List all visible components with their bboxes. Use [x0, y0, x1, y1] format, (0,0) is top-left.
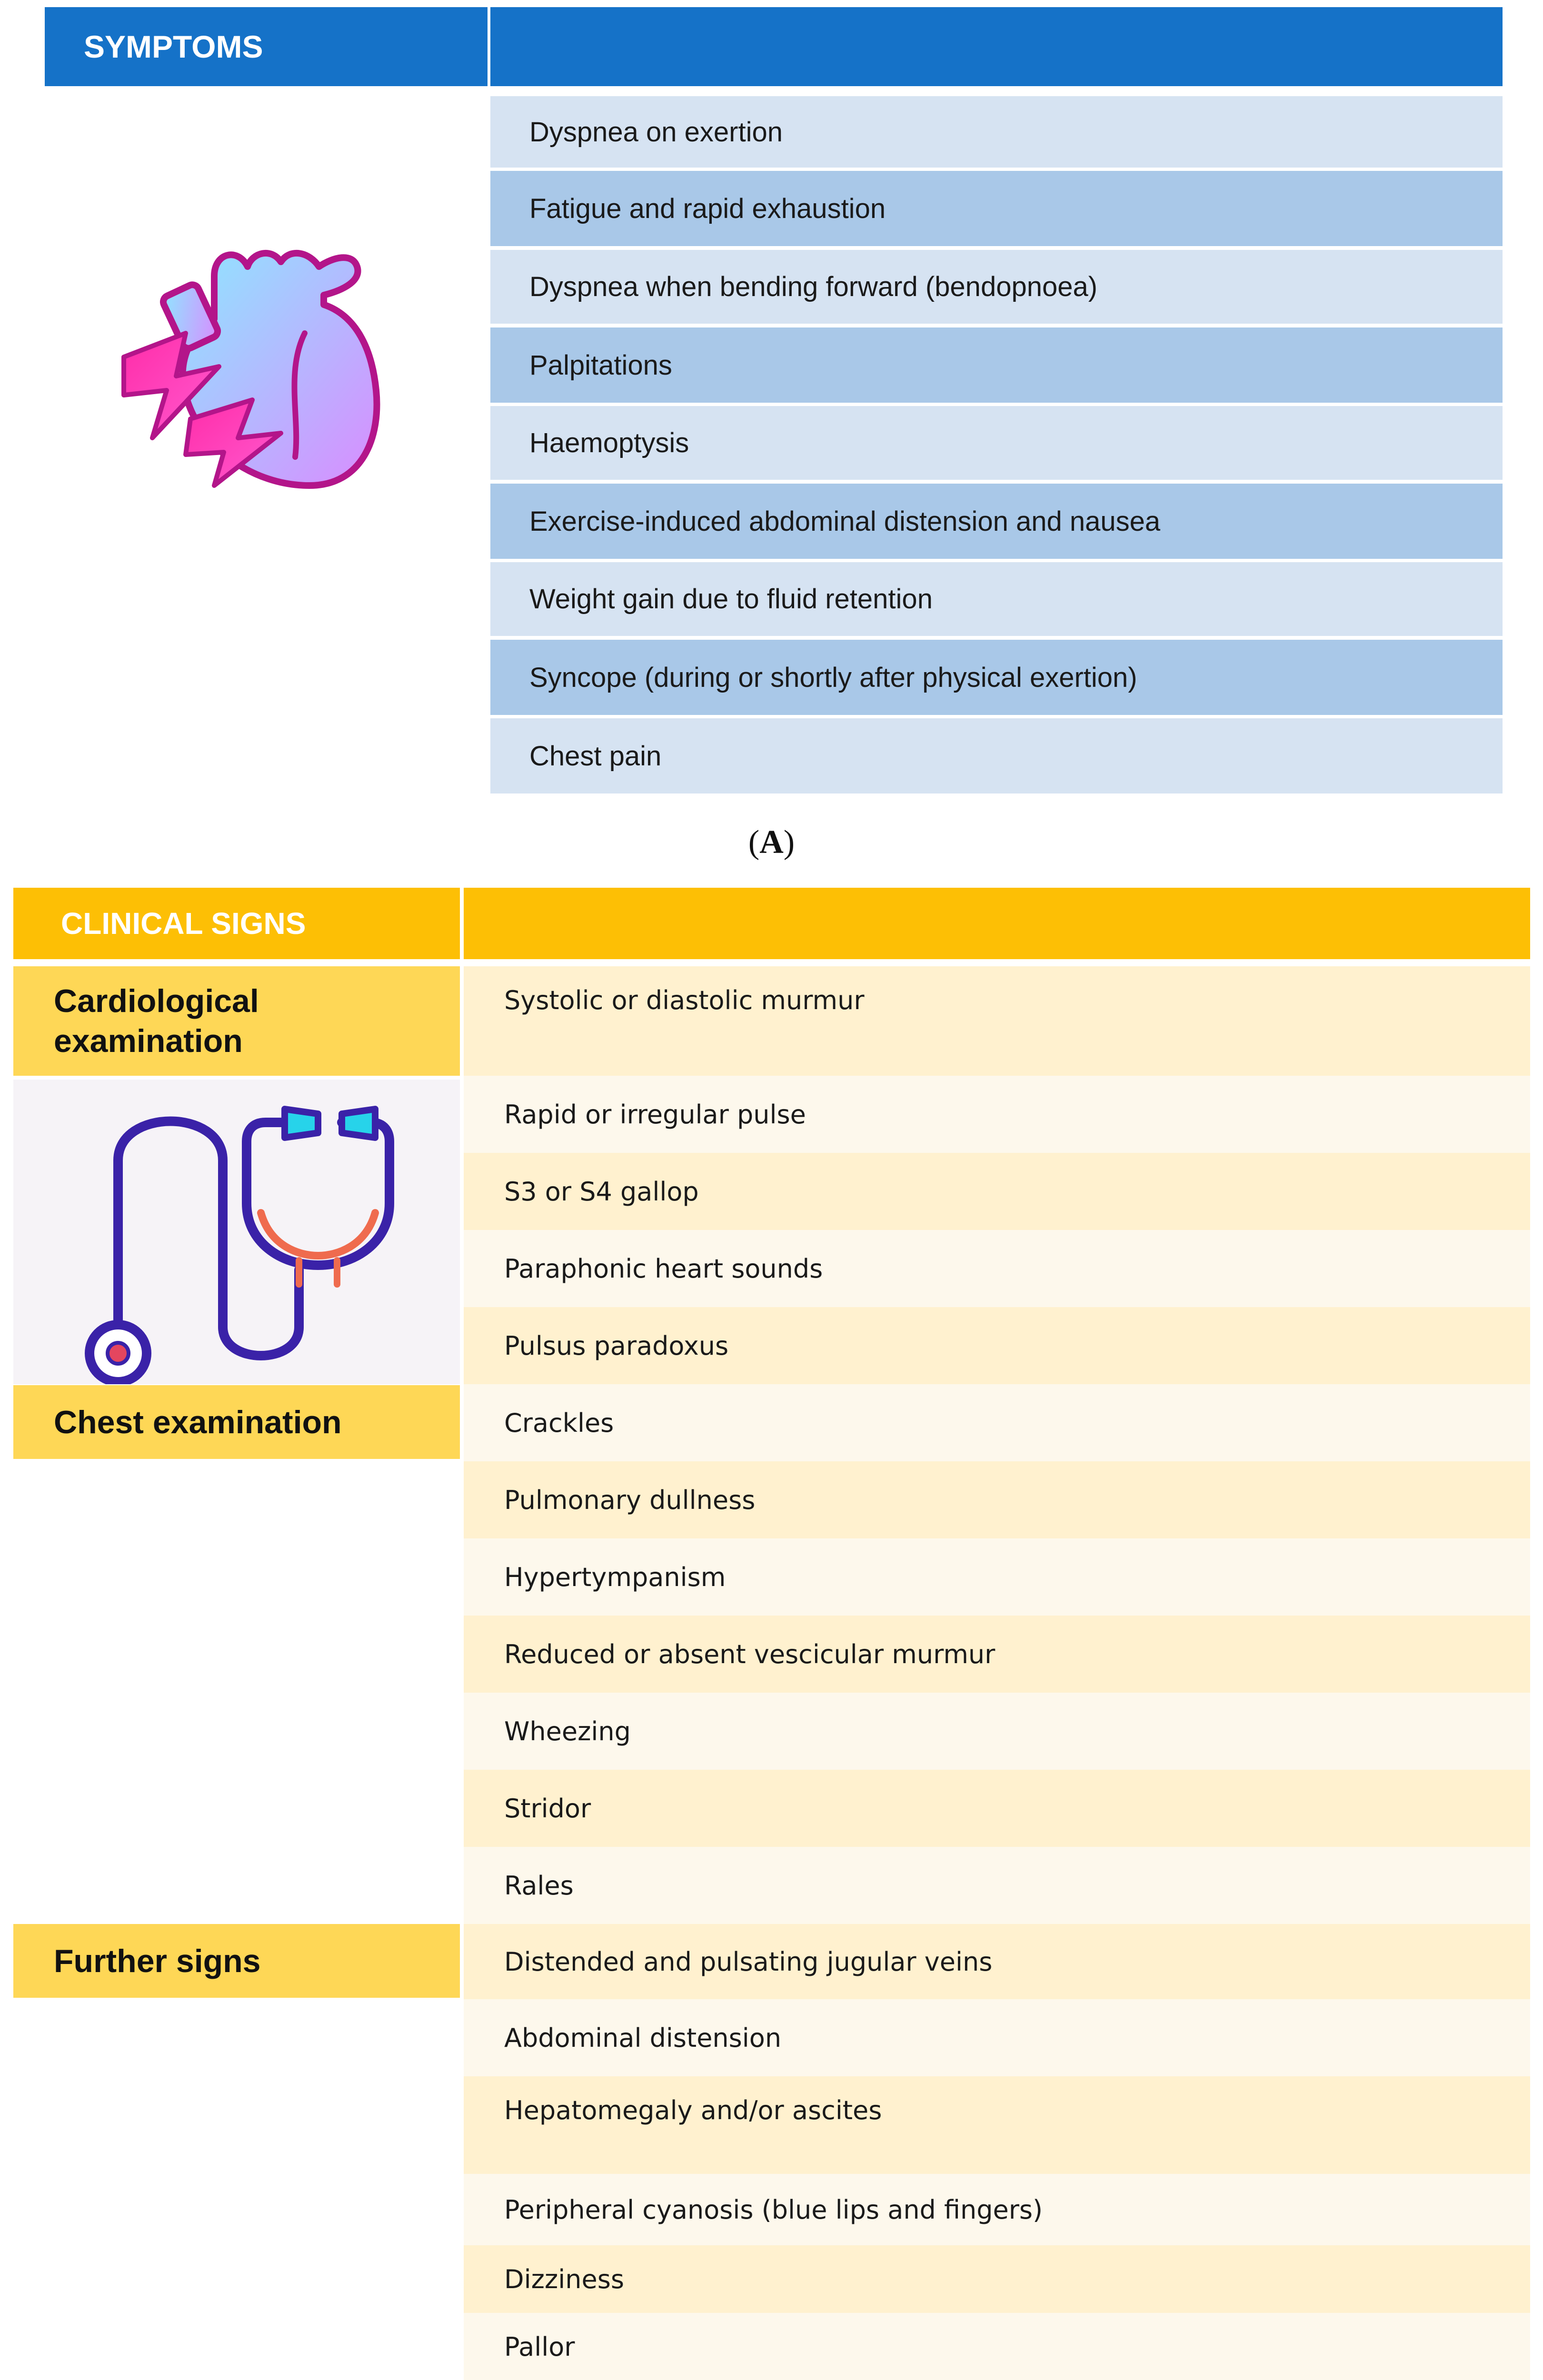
symptom-text: Fatigue and rapid exhaustion: [529, 193, 886, 224]
category-chest-examination: [13, 1385, 460, 1459]
clinical-signs-header-label: CLINICAL SIGNS: [61, 906, 306, 941]
sign-row: [464, 1693, 1530, 1770]
sign-row: [464, 2313, 1530, 2380]
category-cardio-line1: Cardiological: [54, 983, 259, 1019]
sign-row: [464, 966, 1530, 1076]
sign-row: [464, 1999, 1530, 2076]
symptom-row: [490, 250, 1503, 324]
sign-row: [464, 1924, 1530, 1999]
sign-row: [464, 1076, 1530, 1153]
sign-text: Peripheral cyanosis (blue lips and fingers): [504, 2194, 1043, 2225]
sign-text: Reduced or absent vescicular murmur: [504, 1639, 995, 1669]
symptoms-header-label: SYMPTOMS: [84, 29, 263, 64]
sign-text: Abdominal distension: [504, 2023, 782, 2053]
symptom-row: [490, 406, 1503, 480]
symptom-text: Dyspnea when bending forward (bendopnoea): [529, 271, 1098, 302]
symptom-text: Syncope (during or shortly after physical exertion): [529, 662, 1137, 693]
symptom-row: [490, 718, 1503, 793]
symptom-text: Haemoptysis: [529, 427, 689, 458]
category-cardiological-examination: [13, 966, 460, 1076]
sign-text: Wheezing: [504, 1716, 631, 1746]
sign-row: [464, 2245, 1530, 2313]
symptom-row: [490, 562, 1503, 636]
sign-text: Crackles: [504, 1408, 614, 1438]
sign-text: Hepatomegaly and/or ascites: [504, 2095, 882, 2125]
sign-text: Systolic or diastolic murmur: [504, 985, 865, 1015]
symptom-row: [490, 327, 1503, 403]
stethoscope-icon: [13, 1080, 460, 1384]
sign-text: Rales: [504, 1870, 574, 1901]
sign-row: [464, 1384, 1530, 1461]
sign-text: Pulsus paradoxus: [504, 1330, 729, 1361]
sign-text: Pulmonary dullness: [504, 1485, 756, 1515]
sign-row: [464, 1616, 1530, 1693]
sign-text: Paraphonic heart sounds: [504, 1253, 823, 1284]
sign-row: [464, 1307, 1530, 1384]
symptom-row: [490, 171, 1503, 246]
sign-row: [464, 2076, 1530, 2174]
sign-text: Dizziness: [504, 2264, 624, 2294]
sign-text: Rapid or irregular pulse: [504, 1099, 806, 1130]
sign-row: [464, 1770, 1530, 1847]
sign-text: Distended and pulsating jugular veins: [504, 1946, 993, 1977]
symptom-text: Chest pain: [529, 740, 662, 772]
panel-a-caption: [0, 823, 1543, 866]
symptoms-header-blank-cell: [490, 7, 1503, 86]
symptom-text: Weight gain due to fluid retention: [529, 584, 933, 615]
sign-text: S3 or S4 gallop: [504, 1176, 699, 1207]
sign-text: Stridor: [504, 1793, 591, 1824]
sign-row: [464, 1153, 1530, 1230]
sign-row: [464, 1461, 1530, 1538]
category-cardio-line2: examination: [54, 1023, 243, 1059]
symptom-row: [490, 640, 1503, 715]
category-chest-label: Chest examination: [54, 1404, 342, 1440]
sign-text: Hypertympanism: [504, 1562, 726, 1592]
symptom-text: Dyspnea on exertion: [529, 116, 783, 148]
heart-lightning-icon: [95, 238, 419, 505]
sign-text: Pallor: [504, 2331, 575, 2362]
clinical-signs-header-cell: [13, 888, 460, 959]
symptom-row: [490, 96, 1503, 168]
sign-row: [464, 2174, 1530, 2245]
sign-row: [464, 1230, 1530, 1307]
clinical-signs-header-blank-cell: [464, 888, 1530, 959]
symptom-row: [490, 484, 1503, 559]
symptoms-table: [0, 0, 1543, 809]
caption-open-paren: (: [748, 824, 760, 861]
category-further-signs: [13, 1924, 460, 1998]
symptoms-header-cell: [45, 7, 488, 86]
caption-close-paren: ): [783, 824, 795, 861]
caption-letter: A: [759, 824, 784, 861]
sign-row: [464, 1538, 1530, 1616]
symptom-text: Palpitations: [529, 349, 672, 381]
category-further-label: Further signs: [54, 1943, 261, 1979]
symptom-text: Exercise-induced abdominal distension and nausea: [529, 506, 1161, 537]
sign-row: [464, 1847, 1530, 1924]
